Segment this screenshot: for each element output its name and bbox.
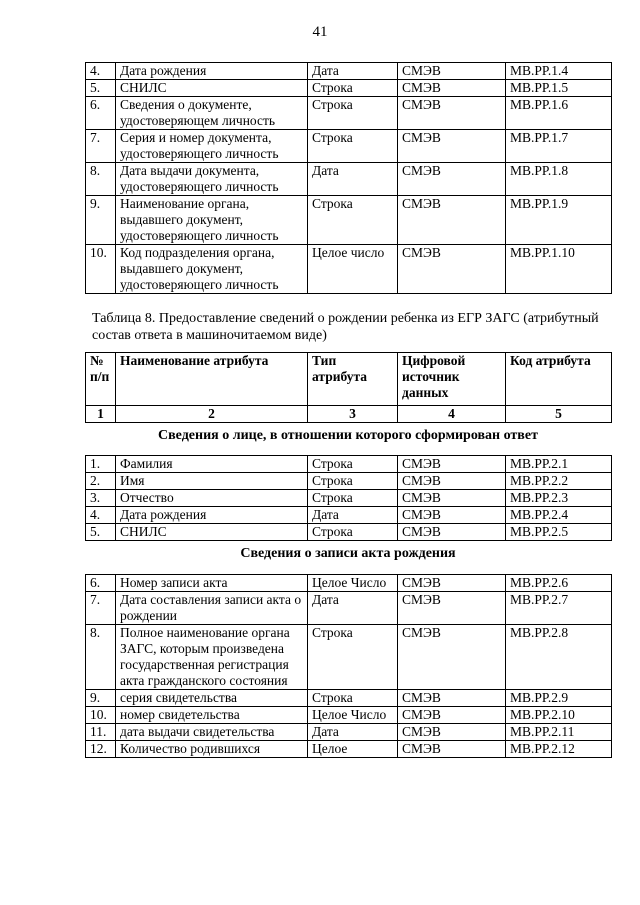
- table-cell: Строка: [308, 130, 398, 163]
- table-cell: MB.PP.1.5: [506, 80, 612, 97]
- table-row: [86, 163, 612, 196]
- table-cell: 2.: [86, 473, 116, 490]
- table-cell: 8.: [86, 625, 116, 690]
- table-cell: MB.PP.2.2: [506, 473, 612, 490]
- table-cell: Наименование органа, выдавшего документ, удостоверяющего личность: [116, 196, 308, 245]
- table-cell: Сведения о документе, удостоверяющем личность: [116, 97, 308, 130]
- table-cell: Дата рождения: [116, 63, 308, 80]
- table-row: [86, 592, 612, 625]
- table-cell: Строка: [308, 196, 398, 245]
- table-cell: СМЭВ: [398, 63, 506, 80]
- table-cell: 5.: [86, 80, 116, 97]
- page-number: 41: [312, 24, 328, 40]
- table-cell: Строка: [308, 625, 398, 690]
- table-row: [86, 625, 612, 690]
- header-row: [86, 353, 612, 406]
- table-caption: Таблица 8. Предоставление сведений о рождении ребенка из ЕГР ЗАГС (атрибутный состав ответа в машиночитаемом виде): [92, 311, 599, 343]
- table-cell: 3.: [86, 490, 116, 507]
- table-row: [86, 130, 612, 163]
- attributes-table-continued: [85, 62, 612, 294]
- table-cell: MB.PP.1.8: [506, 163, 612, 196]
- table-cell: MB.PP.1.6: [506, 97, 612, 130]
- table-cell: серия свидетельства: [116, 690, 308, 707]
- table-cell: СМЭВ: [398, 724, 506, 741]
- table-row: [86, 707, 612, 724]
- table-row: [86, 490, 612, 507]
- table-cell: 7.: [86, 592, 116, 625]
- table-row: [86, 724, 612, 741]
- table-row: [86, 97, 612, 130]
- header-cell: Цифровой источник данных: [398, 353, 506, 406]
- table-row: [86, 575, 612, 592]
- header-cell: Код атрибута: [506, 353, 612, 406]
- table-cell: Дата: [308, 507, 398, 524]
- table-row: [86, 245, 612, 294]
- column-number-cell: 4: [398, 406, 506, 423]
- table-cell: Отчество: [116, 490, 308, 507]
- table-row: [86, 741, 612, 758]
- table-cell: MB.PP.2.7: [506, 592, 612, 625]
- table-cell: MB.PP.2.3: [506, 490, 612, 507]
- column-number-cell: 1: [86, 406, 116, 423]
- table-cell: Код подразделения органа, выдавшего документ, удостоверяющего личность: [116, 245, 308, 294]
- table-cell: Дата: [308, 163, 398, 196]
- column-number-cell: 3: [308, 406, 398, 423]
- table-cell: СМЭВ: [398, 473, 506, 490]
- table-cell: СМЭВ: [398, 80, 506, 97]
- table-cell: СМЭВ: [398, 163, 506, 196]
- header-cell: Тип атрибута: [308, 353, 398, 406]
- table-cell: MB.PP.2.6: [506, 575, 612, 592]
- table-cell: СМЭВ: [398, 456, 506, 473]
- table-cell: СМЭВ: [398, 97, 506, 130]
- birth-record-attributes-table: [85, 574, 612, 758]
- table-cell: СМЭВ: [398, 741, 506, 758]
- table-cell: 6.: [86, 97, 116, 130]
- table-cell: Строка: [308, 524, 398, 541]
- table-cell: СМЭВ: [398, 625, 506, 690]
- table-cell: Строка: [308, 473, 398, 490]
- table-row: [86, 456, 612, 473]
- table-cell: Строка: [308, 80, 398, 97]
- table-cell: Фамилия: [116, 456, 308, 473]
- table-cell: Дата: [308, 63, 398, 80]
- table-cell: Строка: [308, 97, 398, 130]
- table-cell: дата выдачи свидетельства: [116, 724, 308, 741]
- table-cell: СМЭВ: [398, 592, 506, 625]
- table-cell: 12.: [86, 741, 116, 758]
- table-cell: СМЭВ: [398, 245, 506, 294]
- table-cell: 10.: [86, 245, 116, 294]
- table-cell: Дата: [308, 592, 398, 625]
- table-cell: 6.: [86, 575, 116, 592]
- column-number-cell: 5: [506, 406, 612, 423]
- table-cell: СМЭВ: [398, 196, 506, 245]
- table-cell: номер свидетельства: [116, 707, 308, 724]
- table-cell: Дата составления записи акта о рождении: [116, 592, 308, 625]
- table-cell: 5.: [86, 524, 116, 541]
- table-row: [86, 690, 612, 707]
- table-row: [86, 473, 612, 490]
- table-cell: 10.: [86, 707, 116, 724]
- table-cell: Дата: [308, 724, 398, 741]
- table-cell: Количество родившихся: [116, 741, 308, 758]
- table-row: [86, 196, 612, 245]
- table-cell: Целое Число: [308, 707, 398, 724]
- table-cell: MB.PP.2.12: [506, 741, 612, 758]
- table-row: [86, 524, 612, 541]
- table-cell: Номер записи акта: [116, 575, 308, 592]
- person-attributes-table: [85, 455, 612, 541]
- table-cell: MB.PP.1.7: [506, 130, 612, 163]
- table-cell: MB.PP.2.1: [506, 456, 612, 473]
- table-cell: Серия и номер документа, удостоверяющего личность: [116, 130, 308, 163]
- table-row: [86, 80, 612, 97]
- table-cell: Строка: [308, 456, 398, 473]
- table-cell: MB.PP.1.9: [506, 196, 612, 245]
- table-cell: 4.: [86, 63, 116, 80]
- table-cell: 8.: [86, 163, 116, 196]
- table-cell: СМЭВ: [398, 524, 506, 541]
- table-cell: Имя: [116, 473, 308, 490]
- table-cell: СМЭВ: [398, 575, 506, 592]
- header-cell: Наименование атрибута: [116, 353, 308, 406]
- column-number-cell: 2: [116, 406, 308, 423]
- table-row: [86, 63, 612, 80]
- table-cell: 7.: [86, 130, 116, 163]
- table-cell: Строка: [308, 690, 398, 707]
- table-row: [86, 507, 612, 524]
- table-cell: Дата рождения: [116, 507, 308, 524]
- column-number-row: [86, 406, 612, 423]
- table-cell: Строка: [308, 490, 398, 507]
- table8-header: [85, 352, 612, 423]
- table-cell: MB.PP.2.4: [506, 507, 612, 524]
- table-cell: 1.: [86, 456, 116, 473]
- table-cell: СМЭВ: [398, 707, 506, 724]
- table-cell: СНИЛС: [116, 80, 308, 97]
- table-cell: Дата выдачи документа, удостоверяющего личность: [116, 163, 308, 196]
- table-cell: Целое: [308, 741, 398, 758]
- section-title-person: Сведения о лице, в отношении которого сформирован ответ: [158, 428, 538, 443]
- section-title-birth-record: Сведения о записи акта рождения: [240, 546, 456, 561]
- table-cell: MB.PP.1.10: [506, 245, 612, 294]
- table-cell: MB.PP.2.9: [506, 690, 612, 707]
- table-cell: Полное наименование органа ЗАГС, которым произведена государственная регистрация акта гражданского состояния: [116, 625, 308, 690]
- table-cell: MB.PP.1.4: [506, 63, 612, 80]
- table-cell: СМЭВ: [398, 490, 506, 507]
- table-cell: MB.PP.2.5: [506, 524, 612, 541]
- table-cell: 9.: [86, 690, 116, 707]
- table-cell: СМЭВ: [398, 130, 506, 163]
- table-cell: СНИЛС: [116, 524, 308, 541]
- table-cell: СМЭВ: [398, 690, 506, 707]
- table-cell: Целое число: [308, 245, 398, 294]
- table-cell: СМЭВ: [398, 507, 506, 524]
- header-cell: № п/п: [86, 353, 116, 406]
- table-cell: MB.PP.2.10: [506, 707, 612, 724]
- table-cell: MB.PP.2.11: [506, 724, 612, 741]
- table-cell: MB.PP.2.8: [506, 625, 612, 690]
- table-cell: 11.: [86, 724, 116, 741]
- table-cell: 9.: [86, 196, 116, 245]
- table-cell: Целое Число: [308, 575, 398, 592]
- table-cell: 4.: [86, 507, 116, 524]
